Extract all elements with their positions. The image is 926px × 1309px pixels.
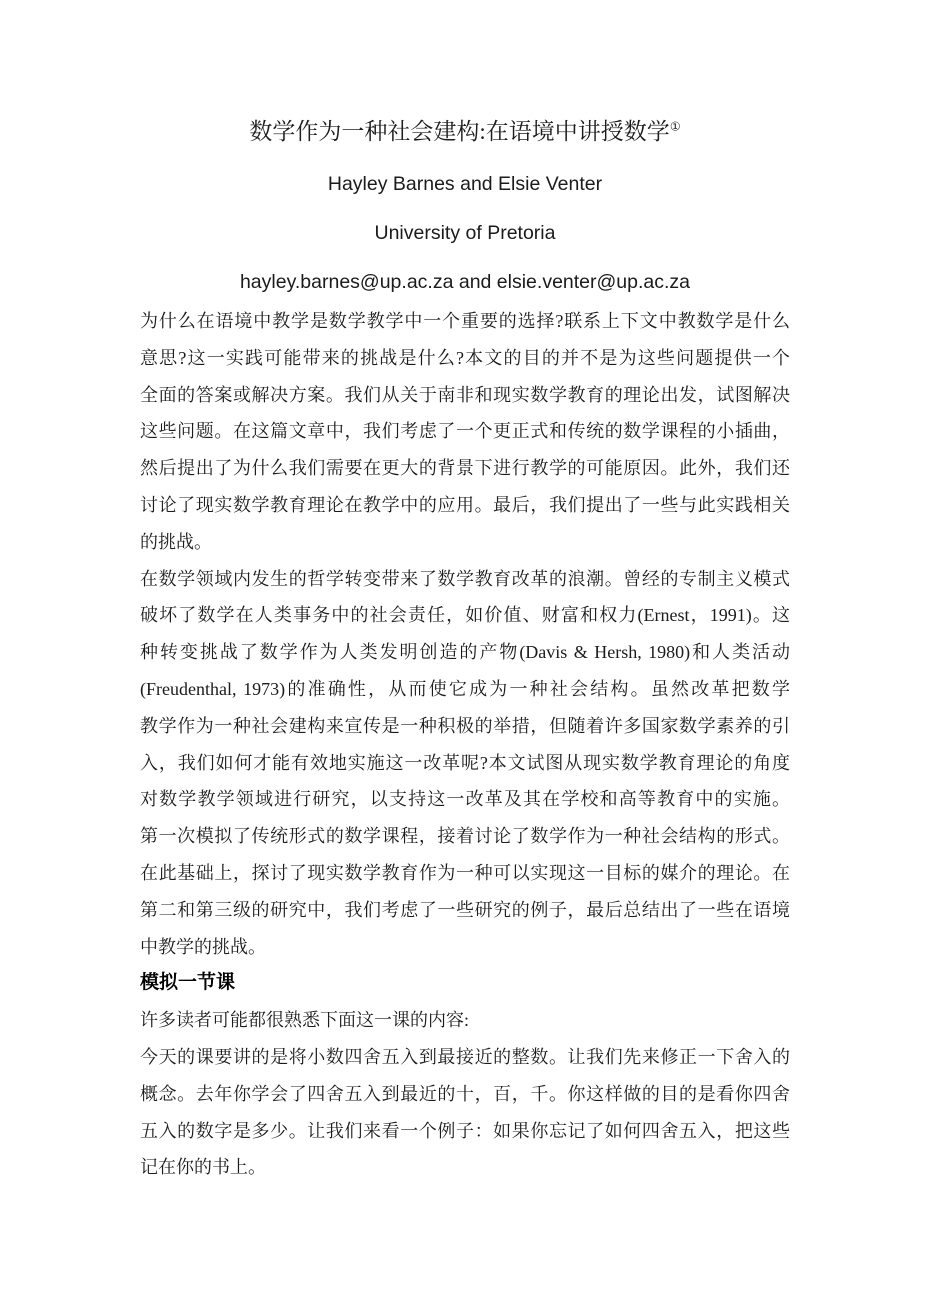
paper-title [140, 116, 790, 148]
footnote-reference-mark: ① [669, 119, 681, 134]
text-line: 概念。去年你学会了四舍五入到最近的十，百，千。你这样做的目的是看你四舍 [140, 1083, 790, 1104]
text-line: 对数学教学领域进行研究，以支持这一改革及其在学校和高等教育中的实施。 [140, 789, 790, 810]
text-line: 在数学领域内发生的哲学转变带来了数学教育改革的浪潮。曾经的专制主义模式 [140, 568, 790, 589]
text-line: 入，我们如何才能有效地实施这一改革呢?本文试图从现实数学教育理论的角度 [140, 752, 790, 773]
document-body [140, 303, 790, 1186]
paper-title-text: 数学作为一种社会建构:在语境中讲授数学 [249, 119, 670, 144]
affiliation-line: University of Pretoria [374, 222, 556, 244]
text-line: 破坏了数学在人类事务中的社会责任，如价值、财富和权力(Ernest，1991)。这 [140, 605, 790, 626]
text-line: 为什么在语境中教学是数学教学中一个重要的选择?联系上下文中教数学是什么 [140, 311, 790, 331]
text-line: 第二和第三级的研究中，我们考虑了一些研究的例子，最后总结出了一些在语境 [140, 899, 790, 920]
text-line: 种转变挑战了数学作为人类发明创造的产物(Davis & Hersh, 1980)和人类活动 [140, 642, 790, 663]
text-line: 然后提出了为什么我们需要在更大的背景下进行教学的可能原因。此外，我们还 [140, 458, 790, 479]
text-line: 意思?这一实践可能带来的挑战是什么?本文的目的并不是为这些问题提供一个 [140, 347, 790, 368]
text-line: 五入的数字是多少。让我们来看一个例子：如果你忘记了如何四舍五入，把这些 [140, 1120, 790, 1141]
text-line: 今天的课要讲的是将小数四舍五入到最接近的整数。让我们先来修正一下舍入的 [140, 1046, 790, 1067]
text-line: 教学作为一种社会建构来宣传是一种积极的举措，但随着许多国家数学素养的引 [140, 715, 790, 736]
text-line: 讨论了现实数学教育理论在教学中的应用。最后，我们提出了一些与此实践相关 [140, 494, 790, 515]
text-line: (Freudenthal, 1973)的准确性，从而使它成为一种社会结构。虽然改革把数学 [140, 678, 790, 699]
text-line: 记在你的书上。 [140, 1157, 266, 1178]
text-line: 全面的答案或解决方案。我们从关于南非和现实数学教育的理论出发，试图解决 [140, 384, 790, 405]
text-line: 第一次模拟了传统形式的数学课程，接着讨论了数学作为一种社会结构的形式。 [140, 826, 790, 847]
text-line: 这些问题。在这篇文章中，我们考虑了一个更正式和传统的数学课程的小插曲， [140, 421, 790, 442]
text-line: 在此基础上，探讨了现实数学教育作为一种可以实现这一目标的媒介的理论。在 [140, 862, 790, 883]
text-line: 的挑战。 [140, 531, 212, 552]
text-line: 中教学的挑战。 [140, 936, 266, 957]
emails-line: hayley.barnes@up.ac.za and elsie.venter@up.ac.za [239, 271, 691, 293]
text-line: 许多读者可能都很熟悉下面这一课的内容: [140, 1010, 469, 1031]
section-heading: 模拟一节课 [140, 972, 236, 994]
authors-line: Hayley Barnes and Elsie Venter [327, 173, 603, 195]
